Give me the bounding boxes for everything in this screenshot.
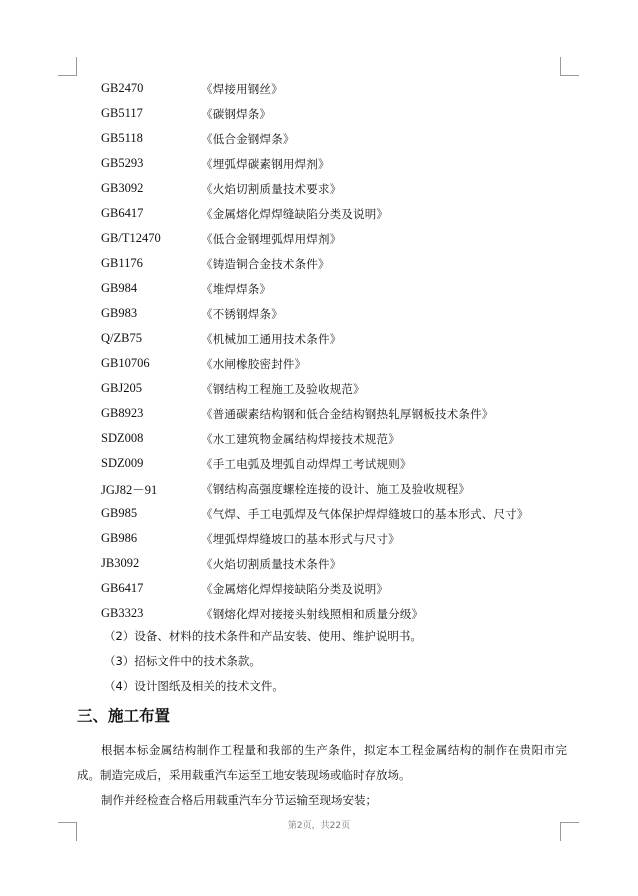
standard-row [101,76,571,101]
standard-code: GB3092 [101,181,144,195]
standard-row [101,201,571,226]
list-item: （3）招标文件中的技术条款。 [104,653,261,668]
standard-title: 《焊接用钢丝》 [201,81,283,96]
standard-title: 《不锈钢焊条》 [201,306,283,321]
standard-code: GB/T12470 [101,231,161,245]
standard-code: GB2470 [101,81,144,95]
standard-code: GB5118 [101,131,143,145]
standard-title: 《火焰切割质量技术条件》 [201,556,342,571]
standard-title: 《堆焊焊条》 [201,281,272,296]
standard-title: 《铸造铜合金技术条件》 [201,256,330,271]
standard-code: GB986 [101,531,138,545]
standard-title: 《金属熔化焊焊缝缺陷分类及说明》 [201,206,389,221]
standard-row [101,576,571,601]
standard-code: Q/ZB75 [101,331,142,345]
standards-list [101,76,571,626]
standard-title: 《水工建筑物金属结构焊接技术规范》 [201,431,400,446]
standard-row [101,401,571,426]
standard-row [101,276,571,301]
page-footer: 第2页，共22页 [287,821,351,831]
standard-row [101,451,571,476]
standard-row [101,101,571,126]
requirements-list [104,623,422,698]
standard-code: GB3323 [101,606,144,620]
standard-title: 《火焰切割质量技术要求》 [201,181,342,196]
crop-mark-top-left [58,57,77,76]
standard-code: GB6417 [101,581,144,595]
standard-title: 《气焊、手工电弧焊及气体保护焊焊缝坡口的基本形式、尺寸》 [201,506,529,521]
standard-row [101,476,571,501]
section-heading: 三、施工布置 [77,707,171,725]
standard-title: 《埋弧焊焊缝坡口的基本形式与尺寸》 [201,531,400,546]
standard-row [101,176,571,201]
standard-row [101,526,571,551]
standard-title: 《钢结构工程施工及验收规范》 [201,381,365,396]
standard-title: 《低合金钢埋弧焊用焊剂》 [201,231,342,246]
standard-row [101,551,571,576]
standard-code: GB8923 [101,406,144,420]
standard-code: SDZ009 [101,456,144,470]
standard-code: GBJ205 [101,381,142,395]
standard-title: 《低合金钢焊条》 [201,131,295,146]
standard-row [101,426,571,451]
standard-code: GB5293 [101,156,144,170]
standard-row [101,301,571,326]
standard-row [101,151,571,176]
paragraph-transport: 制作并经检查合格后用载重汽车分节运输至现场安装； [101,793,377,807]
standard-title: 《碳钢焊条》 [201,106,272,121]
standard-code: GB1176 [101,256,143,270]
standard-code: JGJ82－91 [101,482,158,497]
crop-mark-top-right [560,57,579,76]
standard-title: 《钢结构高强度螺栓连接的设计、施工及验收规程》 [201,481,471,496]
list-item: （2）设备、材料的技术条件和产品安装、使用、维护说明书。 [104,628,422,643]
standard-title: 《手工电弧及埋弧自动焊焊工考试规则》 [201,456,412,471]
standard-code: JB3092 [101,556,140,570]
standard-title: 《普通碳素结构钢和低合金结构钢热轧厚钢板技术条件》 [201,406,494,421]
standard-row [101,251,571,276]
standard-row [101,376,571,401]
standard-code: GB984 [101,281,138,295]
standard-code: GB985 [101,506,138,520]
standard-code: GB10706 [101,356,150,370]
standard-row [101,326,571,351]
paragraph-production-plan: 根据本标金属结构制作工程量和我部的生产条件，拟定本工程金属结构的制作在贵阳市完成。制造完成后，采用载重汽车运至工地安装现场或临时存放场。 [77,743,567,782]
standard-row [101,226,571,251]
standard-code: GB5117 [101,106,143,120]
standard-row [101,351,571,376]
standard-title: 《机械加工通用技术条件》 [201,331,342,346]
standard-code: GB6417 [101,206,144,220]
standard-code: GB983 [101,306,138,320]
list-item: （4）设计图纸及相关的技术文件。 [104,678,284,693]
standard-row [101,126,571,151]
standard-title: 《埋弧焊碳素钢用焊剂》 [201,156,330,171]
standard-title: 《水闸橡胶密封件》 [201,356,307,371]
standard-code: SDZ008 [101,431,144,445]
standard-title: 《钢熔化焊对接接头射线照相和质量分级》 [201,606,424,621]
standard-row [101,501,571,526]
standard-title: 《金属熔化焊焊接缺陷分类及说明》 [201,581,389,596]
